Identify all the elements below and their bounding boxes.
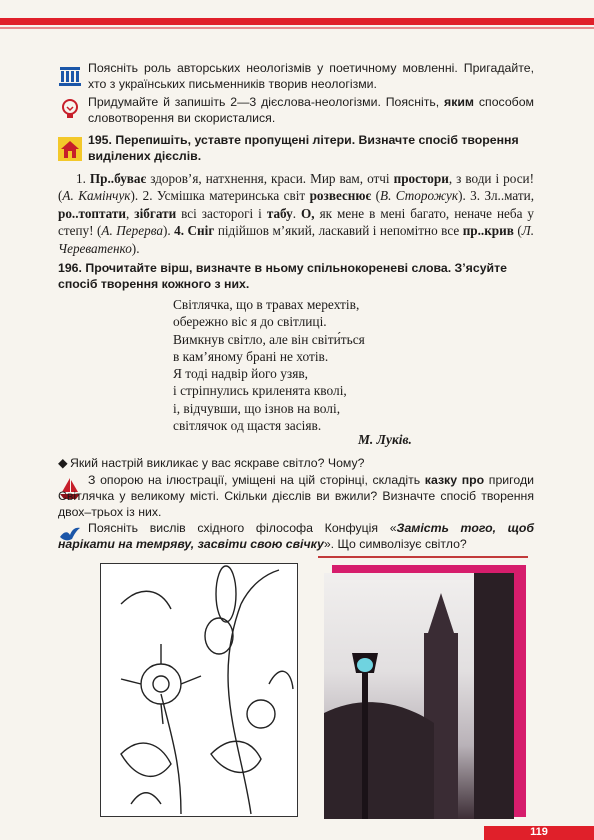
- bold-word: Пр..буває: [89, 171, 147, 186]
- author-ref: А. Камінчук: [62, 188, 131, 204]
- text-fragment: (: [513, 223, 522, 239]
- text-fragment: всі засторогі і: [176, 205, 267, 221]
- text-fragment: , з води і роси! (: [58, 171, 535, 204]
- poem-line: Вимкнув світло, але він світи́ться: [173, 331, 365, 347]
- question-text: Який настрій викликає у вас яскраве світло? Чому?: [70, 456, 365, 470]
- top-pink-stripe: [0, 27, 594, 29]
- exercise-195-heading: 195. Перепишіть, уставте пропущені літери. Визначте спосіб творення виділених дієслів.: [88, 133, 519, 163]
- flower-illustration: [100, 563, 298, 817]
- exercise-195-text: [58, 170, 534, 257]
- q2-text-a: Придумайте й запишіть 2—3 дієслова-неологізми. Поясніть,: [88, 95, 445, 109]
- text-fragment: ). 2. Усмішка материнська світ: [130, 188, 310, 204]
- page-number: 119: [484, 826, 594, 840]
- text-fragment: ,: [126, 205, 135, 221]
- bold-word: ро..топтати: [58, 205, 126, 221]
- poem-line: обережно віс я до світлиці.: [173, 314, 327, 330]
- text-fragment: 1.: [76, 171, 90, 186]
- q5-text-c: ». Що символізує світло?: [323, 537, 467, 551]
- text-fragment: підійшов м’який, ласкавий і непомітно все: [214, 223, 463, 239]
- author-ref: В. Сторожук: [380, 188, 459, 204]
- diamond-bullet-icon: ◆: [58, 456, 68, 470]
- bold-word: О,: [301, 205, 315, 221]
- bold-word: розвеснює: [309, 188, 372, 204]
- author-ref: Л. Череватенко: [58, 223, 535, 256]
- text-fragment: як мене в мені багато, неначе неба у степу! (: [58, 205, 535, 239]
- text-fragment: ).: [131, 240, 140, 256]
- q4-text-b: казку про: [424, 473, 485, 487]
- question-invent-verbs: [58, 94, 534, 126]
- poem-author: М. Луків.: [358, 432, 412, 447]
- photo-image: [324, 573, 514, 819]
- question-confucius: [58, 520, 534, 552]
- night-city-photo: [318, 565, 526, 823]
- bold-word: пр..крив: [462, 223, 514, 239]
- poem-line: Я тоді надвір його узяв,: [173, 366, 309, 382]
- bold-word: табу: [266, 205, 293, 221]
- exercise-196-heading: 196. Прочитайте вірш, визначте в ньому спільнокореневі слова. З’ясуйте спосіб творення кожного з них.: [58, 261, 507, 291]
- text-fragment: (: [371, 188, 381, 204]
- question-text: Поясніть роль авторських неологізмів у поетичному мовленні. Пригадайте, хто з українських письменників творив неологізми.: [88, 61, 534, 91]
- poem-line: світлячок од щастя засіяв.: [173, 418, 322, 434]
- question-neologisms: [58, 60, 534, 92]
- question-fairy-tale: [58, 472, 534, 520]
- question-mood: [58, 455, 534, 471]
- text-fragment: .: [292, 205, 302, 221]
- top-red-stripe: [0, 18, 594, 25]
- q5-text-a: Поясніть вислів східного філософа Конфуція «: [88, 521, 397, 535]
- bold-word: простори: [393, 171, 449, 186]
- q2-text-c: способом словотворення ви скористалися.: [88, 95, 534, 125]
- divider-line: [318, 556, 528, 558]
- text-fragment: ).: [162, 223, 175, 239]
- poem: [173, 296, 473, 434]
- bold-word: зібгати: [134, 205, 177, 221]
- poem-line: і стріпнулись криленята кволі,: [173, 383, 347, 399]
- poem-line: в кам’яному брані не хотів.: [173, 348, 329, 364]
- text-fragment: ). 3. Зл..мати,: [458, 188, 534, 204]
- q5-quote: Замість того, щоб нарікати на темряву, засвіти свою свічку: [58, 521, 534, 551]
- q4-text-a: З опорою на ілюстрації, уміщені на цій сторінці, складіть: [88, 473, 425, 487]
- q2-text-b: яким: [444, 95, 475, 109]
- q4-text-c: пригоди Світлячка у великому місті. Скільки дієслів ви вжили? Визначте спосіб творення двох–трьох із них.: [58, 473, 534, 519]
- poem-line: Світлячка, що в травах мерехтів,: [173, 297, 360, 312]
- bold-word: 4. Сніг: [174, 223, 215, 239]
- text-fragment: здоров’я, натхнення, краси. Мир вам, отчі: [146, 171, 394, 186]
- poem-line: і, відчувши, що ізнов на волі,: [173, 400, 341, 416]
- author-ref: А. Перерва: [101, 223, 163, 239]
